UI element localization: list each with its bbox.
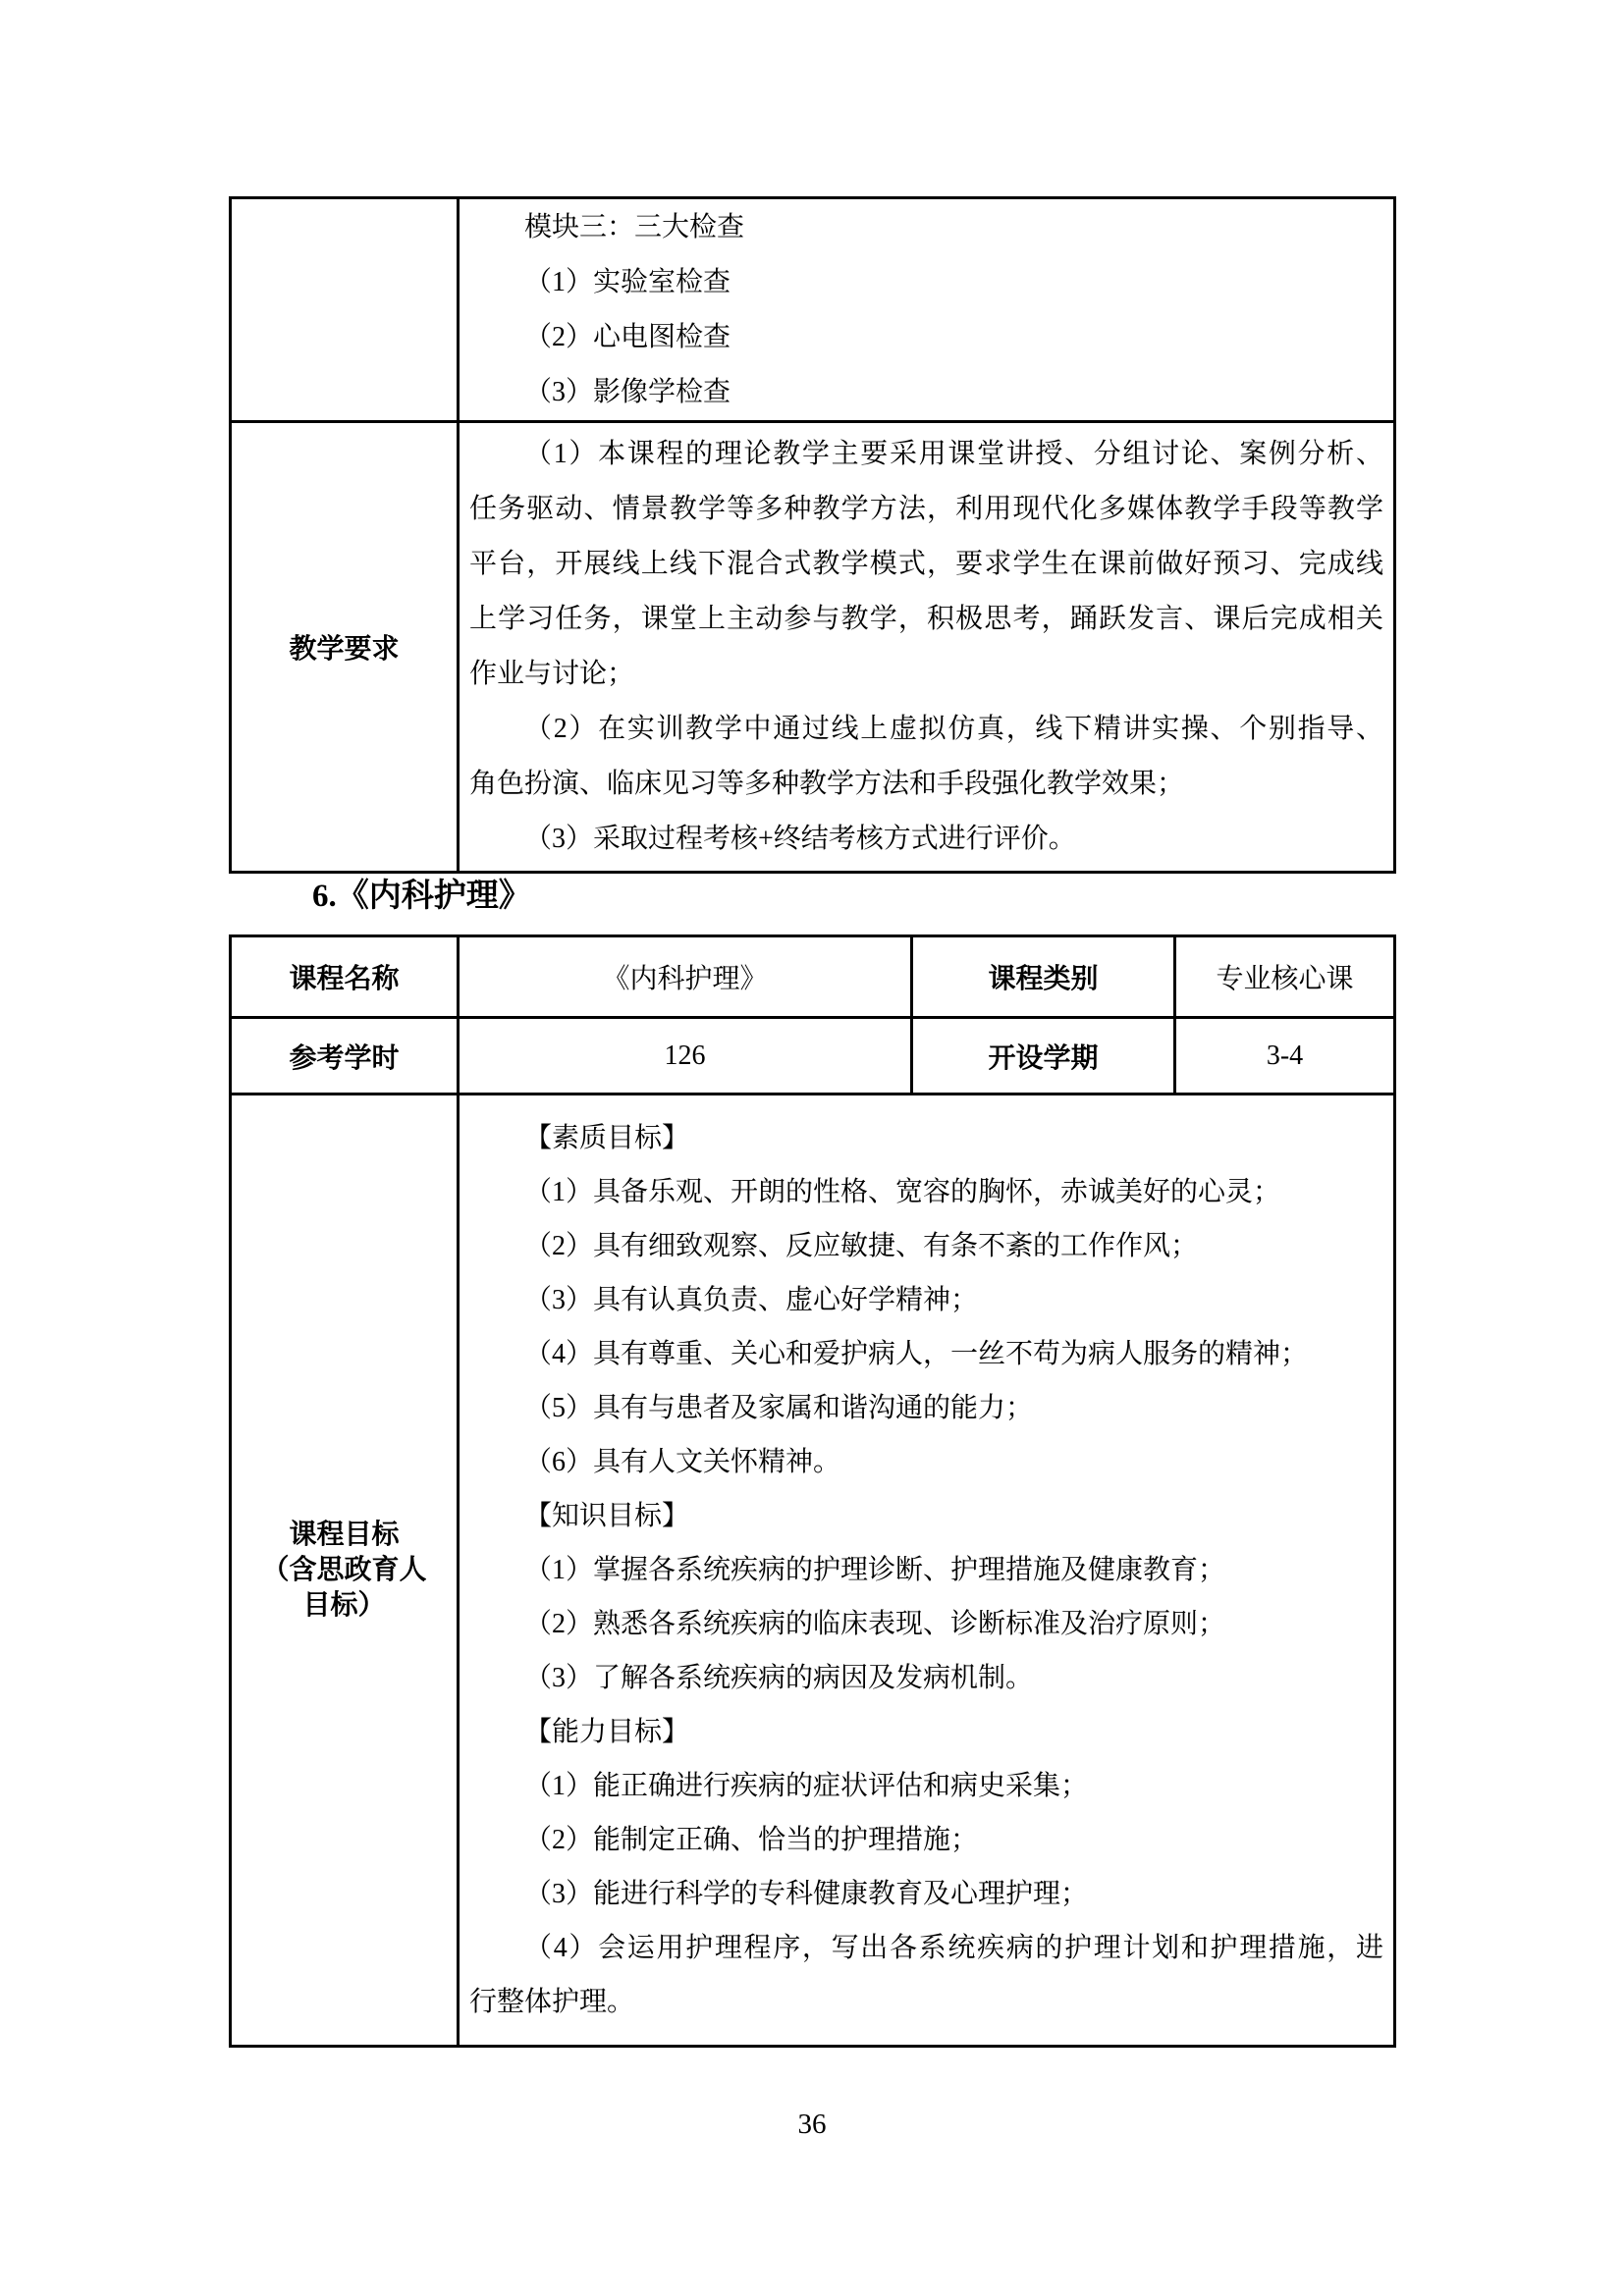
objectives-section-header: 【知识目标】 xyxy=(524,1501,690,1531)
module-line: 模块三：三大检查 xyxy=(524,211,745,242)
objectives-line: （2）熟悉各系统疾病的临床表现、诊断标准及治疗原则； xyxy=(524,1609,1226,1639)
course-hours-value-cell xyxy=(459,1018,912,1095)
course-objectives-row xyxy=(231,1095,1395,2047)
requirements-line: 上学习任务，课堂上主动参与教学，积极思考，踊跃发言、课后完成相关 xyxy=(469,604,1383,634)
course-hours-label-cell xyxy=(231,1018,459,1095)
course-name-label-cell xyxy=(231,936,459,1018)
objectives-label-line: 目标） xyxy=(302,1589,386,1621)
course-semester-value: 3-4 xyxy=(1266,1040,1304,1071)
requirements-content-cell xyxy=(459,422,1395,873)
objectives-label-line: （含思政育人 xyxy=(261,1554,427,1585)
course-hours-row xyxy=(231,1018,1395,1095)
requirements-label-cell xyxy=(231,422,459,873)
module-line: （3）影像学检查 xyxy=(524,376,731,407)
objectives-line: （4）会运用护理程序，写出各系统疾病的护理计划和护理措施，进 xyxy=(524,1933,1383,1963)
course-table xyxy=(229,934,1396,2048)
course-hours-value: 126 xyxy=(664,1040,706,1071)
objectives-section-header: 【素质目标】 xyxy=(524,1123,690,1153)
objectives-line: （6）具有人文关怀精神。 xyxy=(524,1447,841,1477)
course-semester-value-cell xyxy=(1175,1018,1395,1095)
objectives-line: （1）能正确进行疾病的症状评估和病史采集； xyxy=(524,1771,1089,1801)
objectives-line: （2）具有细致观察、反应敏捷、有条不紊的工作作风； xyxy=(524,1231,1199,1261)
objectives-label-line: 课程目标 xyxy=(289,1519,400,1550)
course-semester-label: 开设学期 xyxy=(988,1042,1099,1074)
course-type-value-cell xyxy=(1175,936,1395,1018)
page-number: 36 xyxy=(797,2109,827,2140)
objectives-line: （5）具有与患者及家属和谐沟通的能力； xyxy=(524,1393,1034,1423)
objectives-line: 行整体护理。 xyxy=(469,1987,635,2017)
objectives-label-cell xyxy=(231,1095,459,2047)
course-name-value-cell xyxy=(459,936,912,1018)
requirements-line: 作业与讨论； xyxy=(469,659,635,689)
requirements-line: （2）在实训教学中通过线上虚拟仿真，线下精讲实操、个别指导、 xyxy=(524,714,1383,744)
requirements-line: 平台，开展线上线下混合式教学模式，要求学生在课前做好预习、完成线 xyxy=(469,549,1383,579)
objectives-line: （3）具有认真负责、虚心好学精神； xyxy=(524,1285,979,1315)
course-type-label: 课程类别 xyxy=(988,964,1099,994)
module-row-content-cell xyxy=(459,198,1395,422)
module-line: （2）心电图检查 xyxy=(524,321,731,352)
requirements-line: 任务驱动、情景教学等多种教学方法，利用现代化多媒体教学手段等教学 xyxy=(469,494,1383,524)
objectives-line: （3）能进行科学的专科健康教育及心理护理； xyxy=(524,1879,1089,1909)
objectives-line: （3）了解各系统疾病的病因及发病机制。 xyxy=(524,1663,1034,1693)
course-name-row xyxy=(231,936,1395,1018)
course-type-label-cell xyxy=(912,936,1175,1018)
requirements-line: （1）本课程的理论教学主要采用课堂讲授、分组讨论、案例分析、 xyxy=(524,439,1383,469)
objectives-line: （4）具有尊重、关心和爱护病人，一丝不苟为病人服务的精神； xyxy=(524,1339,1309,1369)
section-heading: 6.《内科护理》 xyxy=(312,879,531,914)
course-name-label: 课程名称 xyxy=(289,964,400,994)
course-type-value: 专业核心课 xyxy=(1216,964,1354,994)
module-row xyxy=(231,198,1395,422)
requirements-row xyxy=(231,422,1395,873)
requirements-label: 教学要求 xyxy=(289,634,400,665)
objectives-line: （1）掌握各系统疾病的护理诊断、护理措施及健康教育； xyxy=(524,1555,1226,1585)
course-semester-label-cell xyxy=(912,1018,1175,1095)
module-line: （1）实验室检查 xyxy=(524,266,731,297)
objectives-line: （2）能制定正确、恰当的护理措施； xyxy=(524,1825,979,1855)
objectives-content-cell xyxy=(459,1095,1395,2047)
objectives-section-header: 【能力目标】 xyxy=(524,1717,690,1747)
module-row-empty-header-cell xyxy=(231,198,459,422)
course-name-value: 《内科护理》 xyxy=(602,964,768,994)
requirements-line: 角色扮演、临床见习等多种教学方法和手段强化教学效果； xyxy=(469,769,1185,799)
course-hours-label: 参考学时 xyxy=(289,1042,400,1074)
requirements-line: （3）采取过程考核+终结考核方式进行评价。 xyxy=(524,824,1076,854)
objectives-line: （1）具备乐观、开朗的性格、宽容的胸怀，赤诚美好的心灵； xyxy=(524,1177,1281,1207)
teaching-requirements-table xyxy=(229,196,1396,874)
